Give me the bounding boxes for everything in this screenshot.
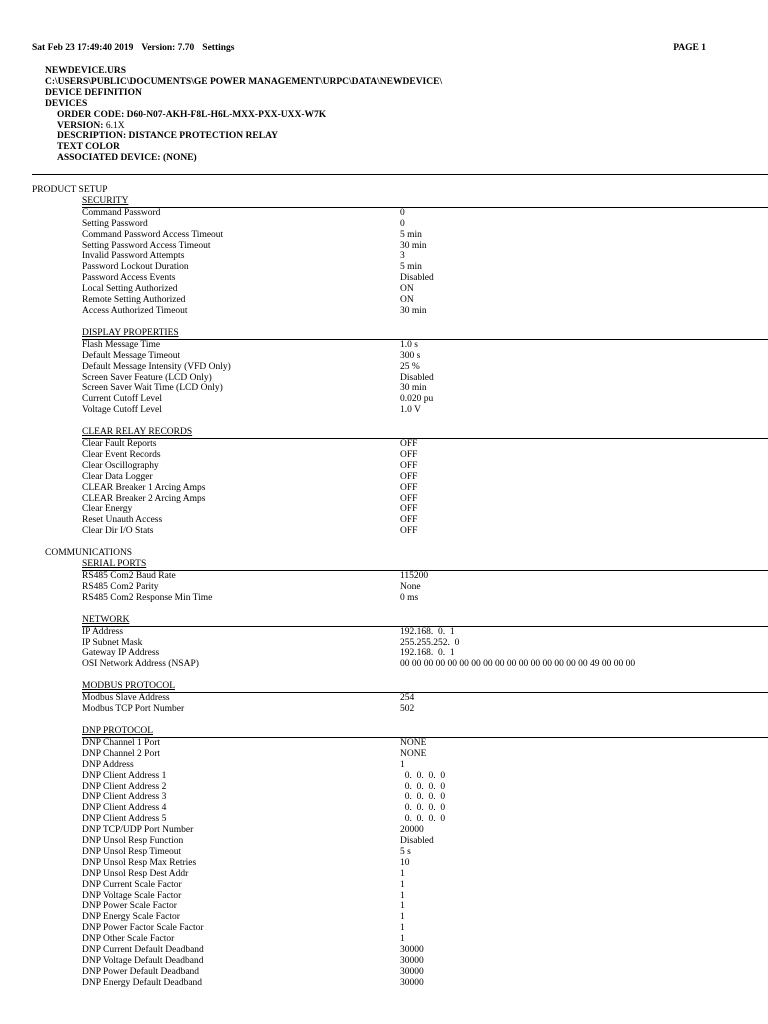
setting-row — [82, 582, 768, 593]
category-heading: PRODUCT SETUP — [32, 185, 108, 195]
setting-value: 192.168. 0. 1 — [400, 648, 455, 659]
setting-row — [82, 638, 768, 649]
associated-device-value: (NONE) — [162, 153, 197, 164]
section-title: MODBUS PROTOCOL — [82, 681, 768, 693]
setting-value: 0 ms — [400, 592, 419, 603]
section-title: SECURITY — [82, 196, 768, 208]
setting-value: OFF — [400, 439, 418, 450]
setting-row — [82, 472, 768, 483]
setting-row — [82, 738, 768, 749]
setting-value: OFF — [400, 504, 418, 515]
setting-row — [82, 803, 768, 814]
section-spacer — [82, 317, 768, 328]
setting-value: 30 min — [400, 240, 427, 251]
settings-section — [82, 726, 768, 989]
setting-value: 30000 — [400, 945, 424, 956]
setting-value: 1.0 V — [400, 405, 421, 416]
setting-value: 1 — [400, 759, 405, 770]
setting-name: DNP Power Default Deadband — [82, 966, 200, 977]
setting-value: ON — [400, 295, 414, 306]
setting-row — [82, 891, 768, 902]
setting-row — [82, 978, 768, 989]
setting-row — [82, 704, 768, 715]
setting-row — [82, 956, 768, 967]
setting-name: CLEAR Breaker 1 Arcing Amps — [82, 482, 206, 493]
setting-value: 0 — [400, 218, 405, 229]
setting-name: DNP Energy Default Deadband — [82, 977, 203, 988]
setting-name: DNP Channel 1 Port — [82, 737, 161, 748]
associated-device-label: ASSOCIATED DEVICE: — [57, 153, 161, 164]
setting-name: DNP Unsol Resp Max Retries — [82, 857, 197, 868]
setting-name: DNP Current Default Deadband — [82, 945, 204, 956]
setting-value: 30 min — [400, 383, 427, 394]
setting-name: Remote Setting Authorized — [82, 295, 186, 306]
setting-name: DNP TCP/UDP Port Number — [82, 825, 194, 836]
setting-row — [82, 439, 768, 450]
setting-value: Disabled — [400, 836, 434, 847]
section-spacer — [82, 416, 768, 427]
settings-section — [82, 681, 768, 726]
setting-value: OFF — [400, 449, 418, 460]
setting-row — [82, 782, 768, 793]
setting-name: DNP Address — [82, 759, 134, 770]
setting-name: Default Message Timeout — [82, 350, 181, 361]
setting-value: 1 — [400, 890, 405, 901]
setting-row — [82, 648, 768, 659]
header-divider — [32, 174, 768, 175]
setting-value: 1 — [400, 912, 405, 923]
setting-name: DNP Channel 2 Port — [82, 748, 161, 759]
setting-name: IP Subnet Mask — [82, 637, 143, 648]
setting-row — [82, 858, 768, 869]
order-code-value: D60-N07-AKH-F8L-H6L-MXX-PXX-UXX-W7K — [126, 109, 327, 120]
setting-row — [82, 749, 768, 760]
setting-value: Disabled — [400, 273, 434, 284]
devices-heading: DEVICES — [45, 98, 88, 109]
report-title: Settings — [202, 43, 235, 53]
setting-value: 115200 — [400, 571, 429, 581]
setting-name: OSI Network Address (NSAP) — [82, 659, 199, 670]
setting-row — [82, 593, 768, 604]
setting-name: DNP Current Scale Factor — [82, 879, 182, 890]
device-description — [45, 131, 442, 142]
setting-name: DNP Client Address 4 — [82, 803, 167, 814]
setting-row — [82, 967, 768, 978]
setting-name: RS485 Com2 Baud Rate — [82, 571, 176, 581]
setting-row — [82, 825, 768, 836]
setting-name: RS485 Com2 Parity — [82, 581, 159, 592]
setting-value: 5 s — [400, 846, 411, 857]
setting-name: DNP Unsol Resp Dest Addr — [82, 868, 189, 879]
setting-name: DNP Power Scale Factor — [82, 901, 177, 912]
setting-row — [82, 494, 768, 505]
setting-row — [82, 262, 768, 273]
setting-name: Clear Event Records — [82, 449, 161, 460]
setting-row — [82, 693, 768, 704]
report-datetime: Sat Feb 23 17:49:40 2019 — [32, 43, 134, 53]
setting-row — [82, 295, 768, 306]
setting-name: Clear Oscillography — [82, 460, 159, 471]
setting-value: 0 — [400, 207, 405, 218]
setting-row — [82, 814, 768, 825]
setting-row — [82, 405, 768, 416]
setting-value: 1 — [400, 923, 405, 934]
setting-row — [82, 912, 768, 923]
setting-name: CLEAR Breaker 2 Arcing Amps — [82, 493, 206, 504]
setting-value: 192.168. 0. 1 — [400, 626, 455, 637]
setting-value: OFF — [400, 482, 418, 493]
settings-section — [82, 328, 768, 427]
section-spacer — [82, 670, 768, 681]
setting-row — [82, 847, 768, 858]
setting-name: Setting Password — [82, 218, 148, 229]
setting-value: 254 — [400, 693, 415, 704]
setting-name: Reset Unauth Access — [82, 515, 163, 526]
setting-value: OFF — [400, 515, 418, 526]
setting-name: Modbus Slave Address — [82, 693, 170, 704]
setting-row — [82, 901, 768, 912]
setting-name: Password Lockout Duration — [82, 262, 189, 273]
settings-list — [0, 185, 768, 989]
setting-value: OFF — [400, 471, 418, 482]
page-number: PAGE 1 — [673, 43, 706, 53]
setting-row — [82, 219, 768, 230]
section-spacer — [82, 715, 768, 726]
setting-name: DNP Power Factor Scale Factor — [82, 923, 204, 934]
setting-row — [82, 627, 768, 638]
setting-value: OFF — [400, 493, 418, 504]
setting-row — [82, 659, 768, 670]
settings-section — [82, 615, 768, 682]
setting-row — [82, 526, 768, 537]
setting-value: NONE — [400, 737, 427, 748]
setting-row — [82, 394, 768, 405]
setting-value: 00 00 00 00 00 00 00 00 00 00 00 00 00 00 00 00 49 00 00 00 — [400, 659, 636, 670]
associated-device — [45, 153, 442, 164]
section-title: SERIAL PORTS — [82, 559, 768, 571]
setting-name: Clear Data Logger — [82, 471, 153, 482]
setting-value: ON — [400, 284, 414, 295]
setting-value: 30000 — [400, 977, 424, 988]
setting-name: Access Authorized Timeout — [82, 305, 188, 316]
setting-row — [82, 450, 768, 461]
setting-name: DNP Unsol Resp Function — [82, 836, 184, 847]
setting-row — [82, 362, 768, 373]
setting-name: IP Address — [82, 626, 124, 637]
setting-value: 300 s — [400, 350, 421, 361]
text-color-label: TEXT COLOR — [57, 142, 120, 153]
device-version-label: VERSION: — [57, 120, 104, 131]
section-title: DNP PROTOCOL — [82, 726, 768, 738]
setting-row — [82, 340, 768, 351]
setting-name: DNP Other Scale Factor — [82, 934, 175, 945]
setting-row — [82, 571, 768, 582]
setting-value: OFF — [400, 526, 418, 537]
setting-row — [82, 273, 768, 284]
report-info — [32, 43, 235, 54]
setting-row — [82, 836, 768, 847]
setting-name: DNP Unsol Resp Timeout — [82, 846, 182, 857]
setting-row — [82, 483, 768, 494]
setting-value: None — [400, 581, 421, 592]
device-definition-heading: DEVICE DEFINITION — [45, 87, 142, 98]
setting-row — [82, 383, 768, 394]
setting-value: 30000 — [400, 966, 424, 977]
setting-name: Clear Fault Reports — [82, 439, 157, 450]
device-file-name: NEWDEVICE.URS — [45, 66, 127, 76]
setting-value: 0. 0. 0. 0 — [400, 792, 446, 803]
setting-row — [82, 792, 768, 803]
setting-row — [82, 373, 768, 384]
setting-row — [82, 230, 768, 241]
section-title: DISPLAY PROPERTIES — [82, 328, 768, 340]
setting-name: Invalid Password Attempts — [82, 251, 185, 262]
setting-value: 0. 0. 0. 0 — [400, 770, 446, 781]
setting-value: 1 — [400, 934, 405, 945]
setting-row — [82, 869, 768, 880]
setting-value: 502 — [400, 704, 415, 715]
setting-value: 0. 0. 0. 0 — [400, 803, 446, 814]
settings-section — [82, 559, 768, 615]
setting-name: Gateway IP Address — [82, 648, 160, 659]
setting-value: 30000 — [400, 956, 424, 966]
device-description-label: DESCRIPTION: — [57, 131, 127, 142]
setting-name: DNP Client Address 1 — [82, 770, 167, 781]
setting-value: 0. 0. 0. 0 — [400, 814, 446, 825]
setting-name: DNP Voltage Scale Factor — [82, 890, 182, 901]
setting-row — [82, 504, 768, 515]
setting-name: DNP Voltage Default Deadband — [82, 956, 204, 966]
setting-value: 1.0 s — [400, 339, 418, 350]
setting-name: DNP Client Address 3 — [82, 792, 167, 803]
setting-name: Voltage Cutoff Level — [82, 405, 162, 416]
page-header — [32, 43, 706, 54]
setting-row — [82, 880, 768, 891]
setting-name: Command Password — [82, 207, 161, 218]
setting-row — [82, 923, 768, 934]
setting-row — [82, 945, 768, 956]
setting-row — [82, 771, 768, 782]
setting-row — [82, 351, 768, 362]
setting-name: Screen Saver Feature (LCD Only) — [82, 372, 212, 383]
setting-value: 5 min — [400, 229, 422, 240]
setting-value: Disabled — [400, 372, 434, 383]
section-title: NETWORK — [82, 615, 768, 627]
setting-name: Password Access Events — [82, 273, 176, 284]
setting-value: 255.255.252. 0 — [400, 637, 460, 648]
setting-row — [82, 208, 768, 219]
setting-value: 20000 — [400, 825, 424, 836]
order-code-label: ORDER CODE: — [57, 109, 125, 120]
setting-name: DNP Energy Scale Factor — [82, 912, 180, 923]
device-version — [45, 121, 442, 132]
device-file-path: C:\USERS\PUBLIC\DOCUMENTS\GE POWER MANAGEMENT\URPC\DATA\NEWDEVICE\ — [45, 76, 443, 87]
device-version-value: 6.1X — [105, 120, 125, 131]
setting-value: 0. 0. 0. 0 — [400, 781, 446, 792]
setting-name: Clear Dir I/O Stats — [82, 526, 154, 537]
setting-name: RS485 Com2 Response Min Time — [82, 592, 213, 603]
setting-value: 30 min — [400, 305, 427, 316]
setting-name: Clear Energy — [82, 504, 133, 515]
category-heading: COMMUNICATIONS — [45, 548, 133, 559]
section-spacer — [82, 537, 768, 548]
setting-value: 1 — [400, 879, 405, 890]
setting-name: Setting Password Access Timeout — [82, 240, 211, 251]
setting-row — [82, 284, 768, 295]
setting-value: 25 % — [400, 361, 420, 372]
software-version: Version: 7.70 — [141, 43, 195, 53]
settings-section — [82, 427, 768, 548]
setting-value: OFF — [400, 460, 418, 471]
setting-value: 0.020 pu — [400, 394, 434, 405]
setting-name: DNP Client Address 5 — [82, 814, 167, 825]
setting-row — [82, 760, 768, 771]
section-spacer — [82, 604, 768, 615]
order-code — [45, 110, 442, 121]
settings-section — [82, 196, 768, 328]
setting-name: Flash Message Time — [82, 339, 161, 350]
device-info — [45, 66, 442, 164]
setting-value: 1 — [400, 901, 405, 912]
setting-row — [82, 306, 768, 317]
section-title: CLEAR RELAY RECORDS — [82, 427, 768, 439]
setting-name: DNP Client Address 2 — [82, 781, 167, 792]
setting-row — [82, 934, 768, 945]
device-description-value: DISTANCE PROTECTION RELAY — [128, 131, 278, 142]
setting-value: 10 — [400, 857, 410, 868]
setting-row — [82, 241, 768, 252]
setting-name: Current Cutoff Level — [82, 394, 163, 405]
setting-name: Screen Saver Wait Time (LCD Only) — [82, 383, 223, 394]
setting-row — [82, 461, 768, 472]
setting-value: 1 — [400, 868, 405, 879]
setting-name: Default Message Intensity (VFD Only) — [82, 361, 231, 372]
setting-row — [82, 251, 768, 262]
setting-name: Command Password Access Timeout — [82, 229, 224, 240]
setting-value: NONE — [400, 748, 427, 759]
setting-value: 5 min — [400, 262, 422, 273]
setting-row — [82, 515, 768, 526]
setting-name: Local Setting Authorized — [82, 284, 178, 295]
setting-name: Modbus TCP Port Number — [82, 704, 185, 715]
setting-value: 3 — [400, 251, 405, 262]
